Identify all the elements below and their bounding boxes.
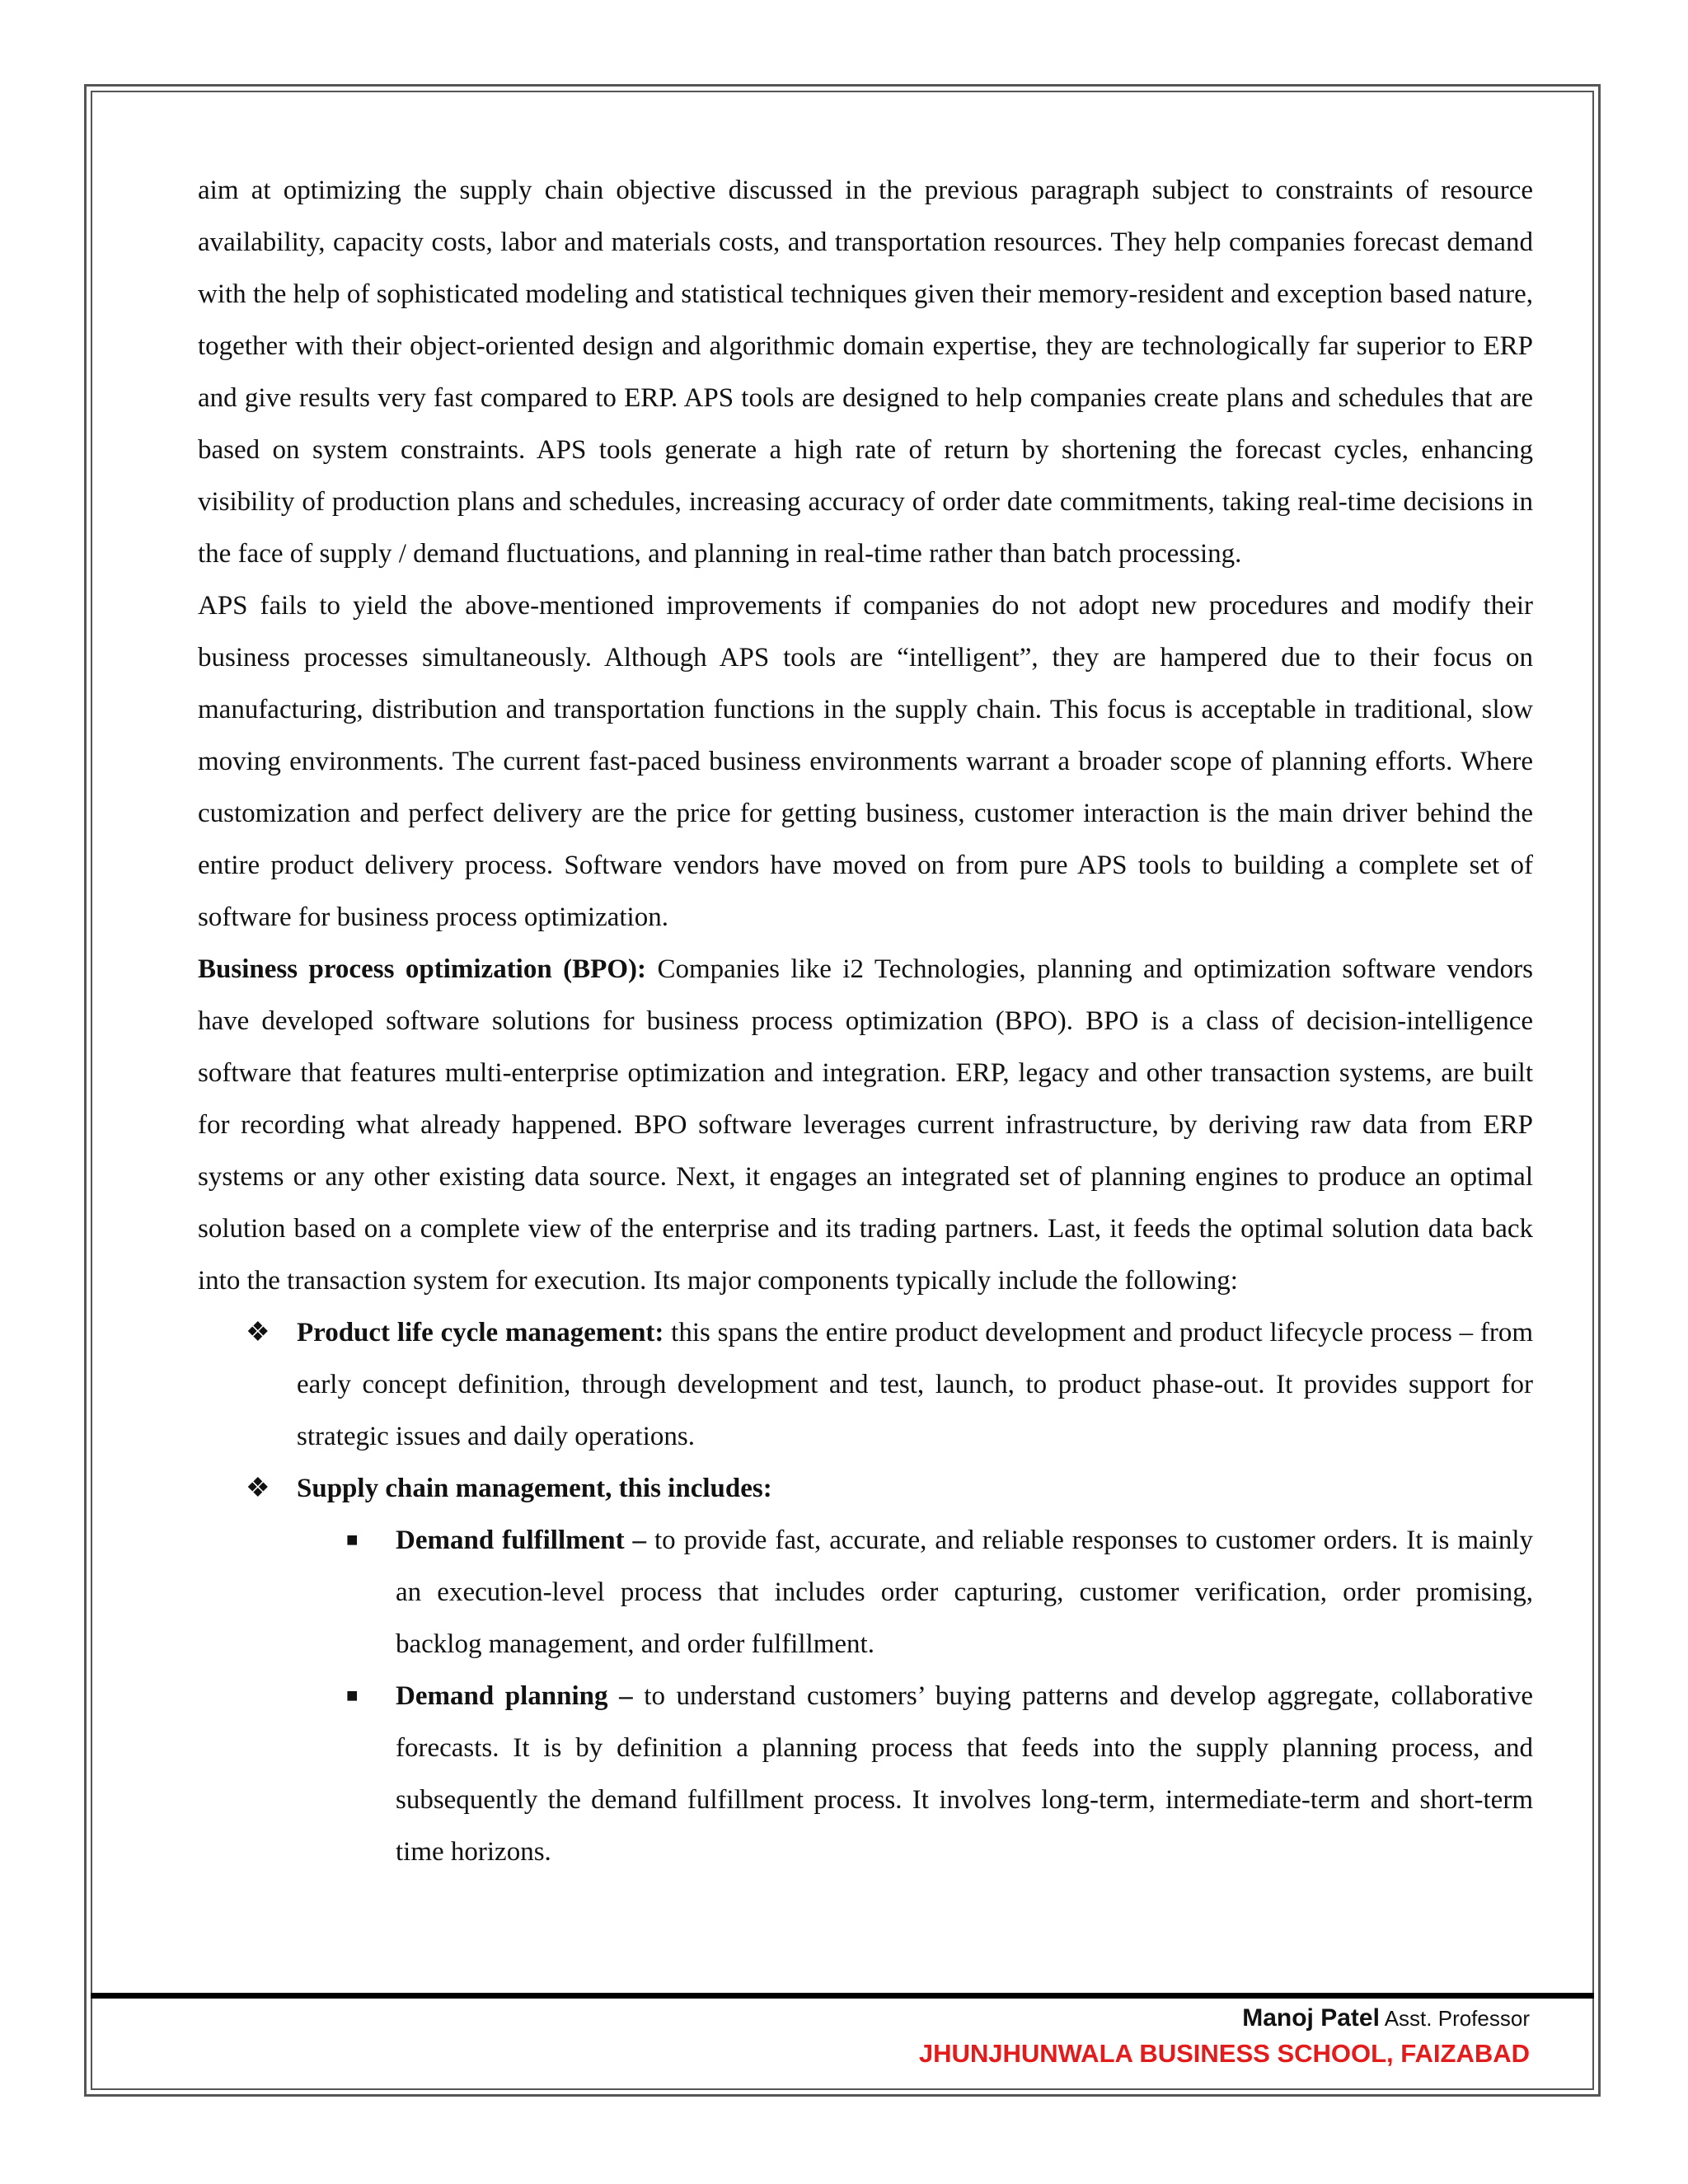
list-item-demand-fulfillment bbox=[198, 1515, 1533, 1671]
diamond-bullet-icon: ❖ bbox=[246, 1318, 270, 1347]
page-footer bbox=[919, 2004, 1530, 2069]
author-role: Asst. Professor bbox=[1379, 2006, 1530, 2031]
plm-body: this spans the entire product development and product lifecycle process – from early concept definition, through development and test, launch, to product phase-out. It provides support for strategic issues and daily operations. bbox=[297, 1318, 1533, 1451]
demand-planning-body: to understand customers’ buying patterns and develop aggregate, collaborative forecasts. It is by definition a planning process that feeds into the supply planning process, and subsequently the demand fulfillment process. It involves long-term, intermediate-term and short-term time horizons. bbox=[396, 1681, 1533, 1867]
scm-heading: Supply chain management, this includes: bbox=[297, 1474, 772, 1503]
square-bullet-icon: ■ bbox=[346, 1530, 359, 1551]
bpo-body: Companies like i2 Technologies, planning and optimization software vendors have developed software solutions for business process optimization (BPO). BPO is a class of decision-intelligence software that features multi-enterprise optimization and integration. ERP, legacy and other transaction systems, are built for recording what already happened. BPO software leverages current infrastructure, by deriving raw data from ERP systems or any other existing data source. Next, it engages an integrated set of planning engines to produce an optimal solution based on a complete view of the enterprise and its trading partners. Last, it feeds the optimal solution data back into the transaction system for execution. Its major components typically include the following: bbox=[198, 954, 1533, 1296]
list-item-demand-planning bbox=[198, 1671, 1533, 1878]
square-bullet-icon: ■ bbox=[346, 1685, 359, 1707]
list-item-plm bbox=[198, 1307, 1533, 1463]
list-item-scm bbox=[198, 1463, 1533, 1515]
author-name: Manoj Patel bbox=[1242, 2004, 1380, 2032]
paragraph-aps-benefits: aim at optimizing the supply chain objective discussed in the previous paragraph subject to constraints of resource availability, capacity costs, labor and materials costs, and transportation resources. They help companies forecast demand with the help of sophisticated modeling and statistical techniques given their memory-resident and exception based nature, together with their object-oriented design and algorithmic domain expertise, they are technologically far superior to ERP and give results very fast compared to ERP. APS tools are designed to help companies create plans and schedules that are based on system constraints. APS tools generate a high rate of return by shortening the forecast cycles, enhancing visibility of production plans and schedules, increasing accuracy of order date commitments, taking real-time decisions in the face of supply / demand fluctuations, and planning in real-time rather than batch processing. bbox=[198, 176, 1533, 569]
plm-heading: Product life cycle management: bbox=[297, 1318, 664, 1347]
demand-planning-heading: Demand planning – bbox=[396, 1681, 633, 1711]
paragraph-bpo bbox=[198, 944, 1533, 1307]
demand-fulfillment-heading: Demand fulfillment – bbox=[396, 1526, 647, 1555]
author-line bbox=[919, 2004, 1530, 2032]
diamond-bullet-icon: ❖ bbox=[246, 1474, 270, 1503]
bpo-heading: Business process optimization (BPO): bbox=[198, 954, 646, 984]
footer-divider bbox=[91, 1993, 1594, 1999]
paragraph-aps-limitations: APS fails to yield the above-mentioned improvements if companies do not adopt new procedures and modify their business processes simultaneously. Although APS tools are “intelligent”, they are hampered due to their focus on manufacturing, distribution and transportation functions in the supply chain. This focus is acceptable in traditional, slow moving environments. The current fast-paced business environments warrant a broader scope of planning efforts. Where customization and perfect delivery are the price for getting business, customer interaction is the main driver behind the entire product delivery process. Software vendors have moved on from pure APS tools to building a complete set of software for business process optimization. bbox=[198, 591, 1533, 932]
document-body bbox=[198, 165, 1533, 1878]
demand-fulfillment-body: to provide fast, accurate, and reliable responses to customer orders. It is mainly an execution-level process that includes order capturing, customer verification, order promising, backlog management, and order fulfillment. bbox=[396, 1526, 1533, 1659]
school-name: JHUNJHUNWALA BUSINESS SCHOOL, FAIZABAD bbox=[918, 2039, 1530, 2068]
